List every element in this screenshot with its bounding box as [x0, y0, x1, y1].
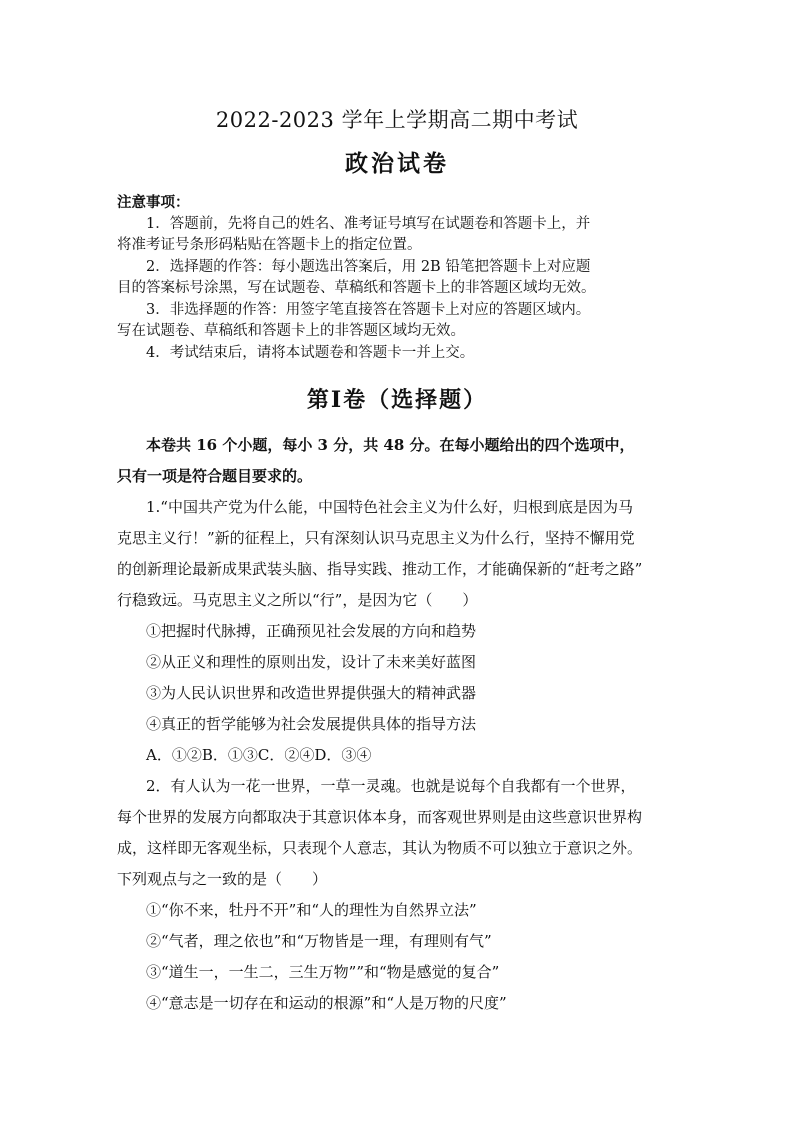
question-1-option: ②从正义和理性的原则出发，设计了未来美好蓝图: [146, 653, 477, 671]
notice-line: 3．非选择题的作答：用签字笔直接答在答题卡上对应的答题区域内。: [146, 301, 591, 318]
notice-line: 目的答案标号涂黑，写在试题卷、草稿纸和答题卡上的非答题区域均无效。: [117, 280, 596, 296]
question-2-line: 2．有人认为一花一世界，一草一灵魂。也就是说每个自我都有一个世界，: [146, 777, 636, 795]
question-body: [117, 430, 677, 1019]
notice-line: 写在试题卷、草稿纸和答题卡上的非答题区域均无效。: [117, 323, 465, 339]
notice-line: 2．选择题的作答：每小题选出答案后，用 2B 铅笔把答题卡上对应题: [146, 258, 591, 275]
question-1-answers: A．①②B．①③C．②④D．③④: [146, 746, 372, 764]
question-1-option: ③为人民认识世界和改造世界提供强大的精神武器: [146, 684, 477, 702]
question-2-line: 每个世界的发展方向都取决于其意识体本身，而客观世界则是由这些意识世界构: [117, 808, 643, 826]
question-1-option: ④真正的哲学能够为社会发展提供具体的指导方法: [146, 715, 477, 733]
question-1-line: 1.“中国共产党为什么能，中国特色社会主义为什么好，归根到底是因为马: [146, 498, 633, 516]
question-1-line: 的创新理论最新成果武装头脑、指导实践、推动工作，才能确保新的“赶考之路”: [117, 560, 643, 578]
question-2-option: ③“道生一，一生二，三生万物””和“物是感觉的复合”: [146, 963, 500, 981]
question-1-line: 行稳致远。马克思主义之所以“行”，是因为它（ ）: [117, 591, 478, 609]
notice-line: 1．答题前，先将自己的姓名、准考证号填写在试题卷和答题卡上，并: [146, 215, 591, 232]
notice-line: 将准考证号条形码粘贴在答题卡上的指定位置。: [117, 237, 422, 253]
question-2-option: ①“你不来，牡丹不开”和“人的理性为自然界立法”: [146, 901, 477, 919]
question-2-line: 下列观点与之一致的是（ ）: [117, 870, 328, 888]
exam-title: 2022-2023 学年上学期高二期中考试: [215, 108, 579, 132]
exam-subtitle: 政治试卷: [345, 150, 449, 177]
notice-heading: 注意事项：: [117, 194, 190, 211]
question-2-option: ④“意志是一切存在和运动的根源”和“人是万物的尺度”: [146, 994, 507, 1012]
section-title: 第Ⅰ卷（选择题）: [306, 387, 488, 413]
notice-block: [117, 192, 677, 364]
section-intro-line: 本卷共 16 个小题，每小 3 分，共 48 分。在每小题给出的四个选项中，: [146, 436, 635, 454]
question-2-line: 成，这样即无客观坐标，只表现个人意志，其认为物质不可以独立于意识之外。: [117, 839, 643, 857]
section-intro-line: 只有一项是符合题目要求的。: [117, 467, 313, 485]
question-2-option: ②“气者，理之依也”和“万物皆是一理，有理则有气”: [146, 932, 492, 950]
notice-line: 4．考试结束后，请将本试题卷和答题卡一并上交。: [146, 344, 475, 361]
question-1-option: ①把握时代脉搏，正确预见社会发展的方向和趋势: [146, 622, 477, 640]
question-1-line: 克思主义行！”新的征程上，只有深刻认识马克思主义为什么行，坚持不懈用党: [117, 529, 635, 547]
